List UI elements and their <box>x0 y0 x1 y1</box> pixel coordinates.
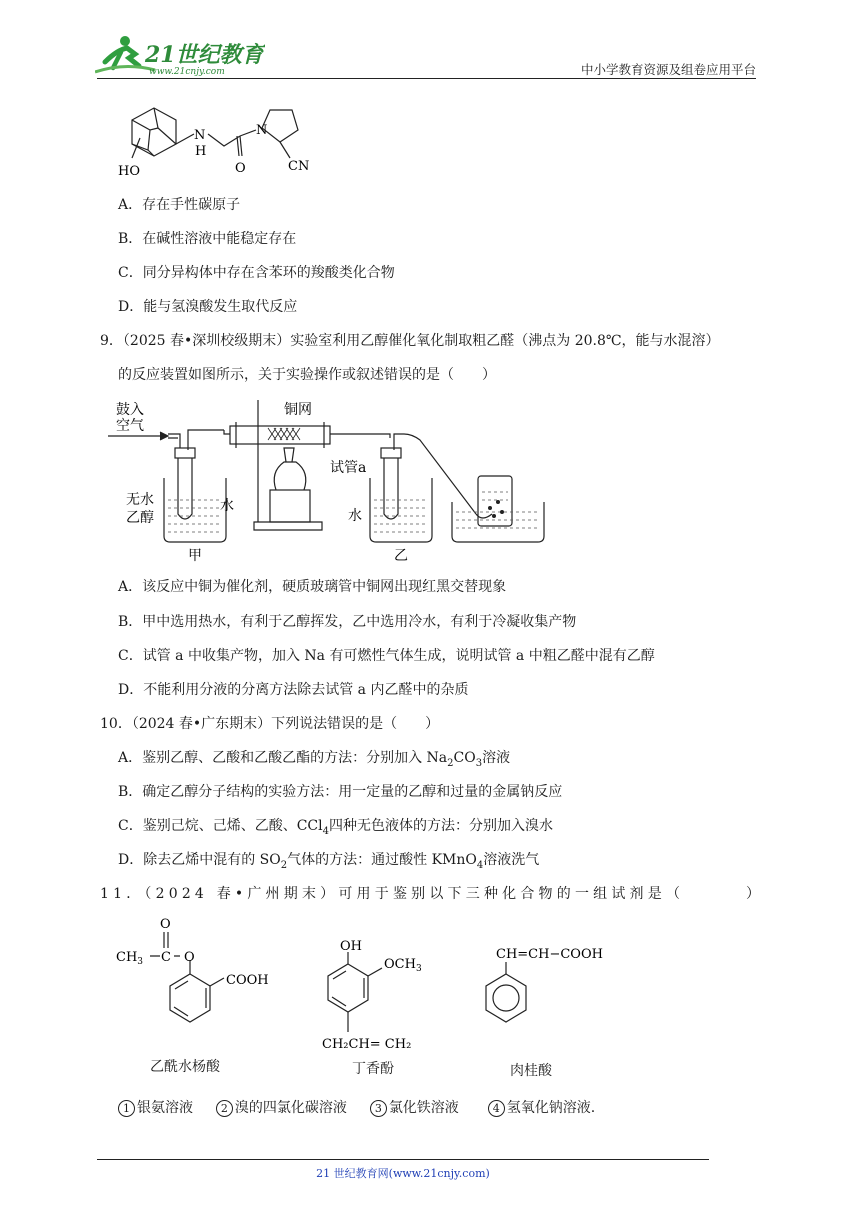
jia-label: 甲 <box>188 548 202 564</box>
oxygen-label: O <box>235 161 246 176</box>
cyano-label: CN <box>288 159 310 174</box>
copper-mesh-label: 铜网 <box>284 402 312 418</box>
q9-stem-line1: 9．（2025 春•深圳校级期末）实验室利用乙醇催化氧化制取粗乙醛（沸点为 20.8℃，能与水混溶） <box>100 333 720 349</box>
anhydrous-label-1: 无水 <box>126 492 154 508</box>
ester-o-label: O <box>184 950 195 965</box>
compound-name-3: 肉桂酸 <box>510 1063 552 1079</box>
allyl-label: CH₂CH= CH₂ <box>322 1037 412 1052</box>
carbonyl-o-label: O <box>160 917 171 932</box>
q10-option-b: B．确定乙醇分子结构的实验方法：用一定量的乙醇和过量的金属钠反应 <box>118 784 563 800</box>
methyl-label: $CH_3$ <box>116 950 144 967</box>
q9-option-b: B．甲中选用热水，有利于乙醇挥发，乙中选用冷水，有利于冷凝收集产物 <box>118 614 577 630</box>
q10-option-a: A．鉴别乙醇、乙酸和乙酸乙酯的方法：分别加入 $Na_2CO_3$溶液 <box>118 750 511 769</box>
q10-option-d: D．除去乙烯中混有的 $SO_2$气体的方法：通过酸性 KMnO$_4$溶液洗气 <box>118 852 540 871</box>
q8-option-b: B．在碱性溶液中能稳定存在 <box>118 231 297 247</box>
compound-acetylsalicylic-acid <box>116 916 296 1050</box>
q8-option-d: D．能与氢溴酸发生取代反应 <box>118 299 298 315</box>
q10-stem: 10．（2024 春•广东期末）下列说法错误的是（ ） <box>100 716 440 732</box>
site-logo <box>95 32 265 78</box>
hydrogen-label: H <box>195 144 207 159</box>
q11-stem-close: ） <box>746 886 760 902</box>
reagent-list <box>118 1098 595 1118</box>
header-rule <box>97 78 756 79</box>
footer-link[interactable]: 21 世纪教育网(www.21cnjy.com) <box>316 1167 490 1180</box>
reagent-1: 1 银氨溶液 <box>118 1100 193 1116</box>
compound-name-2: 丁香酚 <box>352 1061 394 1077</box>
test-tube-a-label: 试管a <box>330 460 367 476</box>
blow-air-label-1: 鼓入 <box>116 402 144 418</box>
yi-label: 乙 <box>394 548 408 564</box>
compound-name-1: 乙酰水杨酸 <box>150 1059 220 1075</box>
pyrrolidine-n-label: N <box>256 123 268 138</box>
side-chain-label: CH=CH−COOH <box>496 947 603 962</box>
q9-option-d: D．不能利用分液的分离方法除去试管 a 内乙醛中的杂质 <box>118 682 469 698</box>
compound-cinnamic-acid <box>482 942 632 1036</box>
blow-air-label-2: 空气 <box>116 418 144 434</box>
cooh-label: COOH <box>226 973 269 988</box>
reagent-4: 4 氢氧化钠溶液. <box>488 1100 595 1116</box>
logo-text: 21世纪教育 <box>145 42 264 68</box>
water-right-label: 水 <box>348 508 362 524</box>
q8-option-a: A．存在手性碳原子 <box>118 197 241 213</box>
footer-rule <box>97 1159 709 1160</box>
hydroxyl-label: OH <box>340 939 362 954</box>
water-left-label: 水 <box>220 498 234 514</box>
hydroxyl-label: HO <box>118 164 140 179</box>
methoxy-label: $OCH_3$ <box>384 957 422 974</box>
q9-option-a: A．该反应中铜为催化剂，硬质玻璃管中铜网出现红黑交替现象 <box>118 579 507 595</box>
carbon-label: C <box>161 950 171 965</box>
q8-structure <box>112 100 322 186</box>
compound-eugenol <box>318 938 448 1062</box>
q9-option-c: C．试管 a 中收集产物，加入 Na 有可燃性气体生成，说明试管 a 中粗乙醛中混有乙醇 <box>118 648 655 664</box>
q10-option-c: C．鉴别己烷、己烯、乙酸、CCl$_4$四种无色液体的方法：分别加入溴水 <box>118 818 553 837</box>
reagent-3: 3 氯化铁溶液 <box>370 1100 459 1116</box>
reagent-2: 2 溴的四氯化碳溶液 <box>216 1100 347 1116</box>
anhydrous-label-2: 乙醇 <box>126 510 154 526</box>
q11-stem: 11．（2024 春•广州期末）可用于鉴别以下三种化合物的一组试剂是（ <box>100 886 685 902</box>
q9-stem-line2: 的反应装置如图所示，关于实验操作或叙述错误的是（ ） <box>118 367 496 383</box>
logo-url: www.21cnjy.com <box>149 67 225 77</box>
nitrogen-label: N <box>194 128 206 143</box>
platform-name: 中小学教育资源及组卷应用平台 <box>580 62 756 77</box>
q9-apparatus-figure <box>108 396 558 570</box>
q8-option-c: C．同分异构体中存在含苯环的羧酸类化合物 <box>118 265 395 281</box>
